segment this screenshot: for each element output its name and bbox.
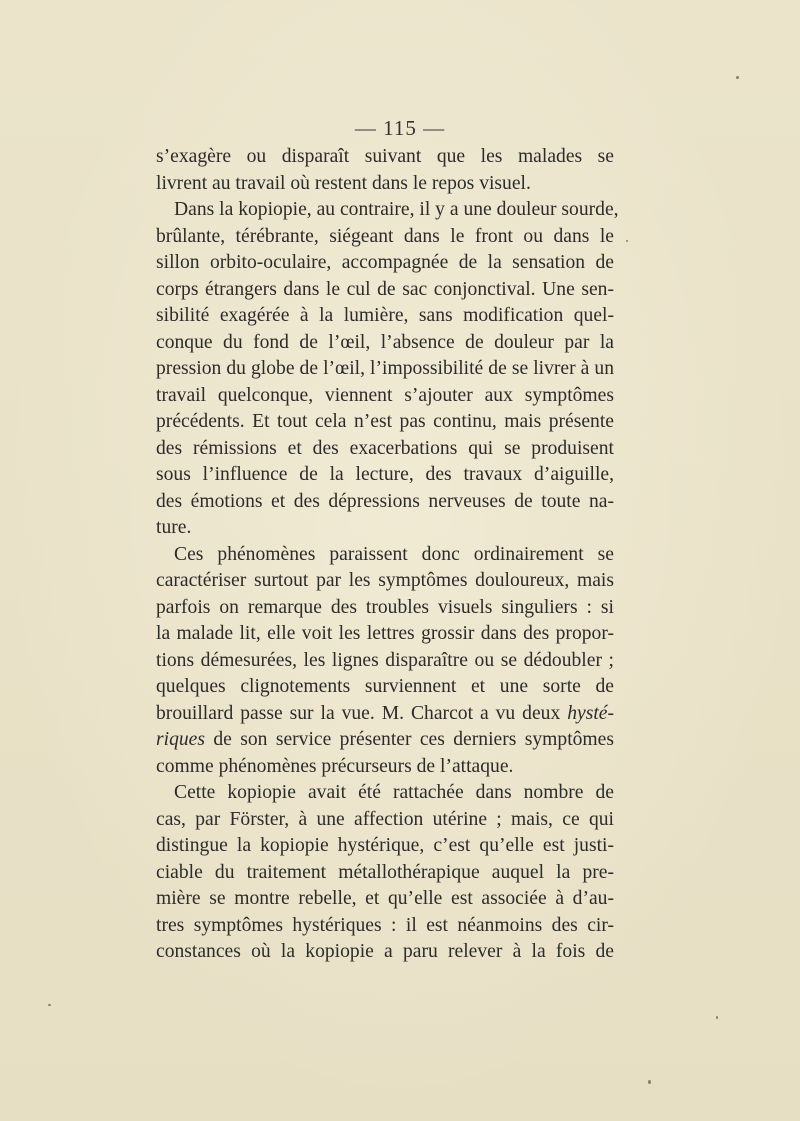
text-line: [156, 833, 614, 860]
text-line-content: caractériser surtout par les symptômes douloureux, mais: [156, 570, 614, 591]
text-line-content: comme phénomènes précurseurs de l’attaque.: [156, 755, 514, 777]
text-line-content: travail quelconque, viennent s’ajouter aux symptômes: [156, 384, 614, 406]
text-line-content: la malade lit, elle voit les lettres grossir dans des propor-: [156, 623, 614, 644]
italic-word: hysté-: [567, 702, 614, 724]
text-line-content: de son service présenter ces derniers symptômes: [204, 729, 614, 750]
paper-speck: [626, 240, 628, 242]
text-line-content: distingue la kopiopie hystérique, c’est qu’elle est justi-: [156, 835, 614, 856]
body-text: [156, 144, 619, 966]
text-line-content: mière se montre rebelle, et qu’elle est associée à d’au-: [156, 888, 614, 909]
text-line: [156, 515, 614, 542]
text-line: [156, 277, 614, 304]
text-line-content: livrent au travail où restent dans le repos visuel.: [156, 172, 531, 194]
text-line: [156, 621, 614, 648]
text-line-content: cas, par Förster, à une affection utérine ; mais, ce qui: [156, 808, 614, 830]
paper-speck: [48, 1004, 51, 1006]
paper-speck: [716, 1016, 718, 1019]
text-line-content: quelques clignotements surviennent et une sorte de: [156, 676, 614, 697]
text-line: [156, 939, 614, 966]
text-line-content: constances où la kopiopie a paru relever à la fois de: [156, 941, 614, 962]
text-line: [156, 303, 614, 330]
text-line-content: des rémissions et des exacerbations qui se produisent: [156, 437, 614, 459]
text-line-content: conque du fond de l’œil, l’absence de douleur par la: [156, 331, 614, 353]
text-line: [156, 595, 614, 622]
text-line-content: tions démesurées, les lignes disparaître ou se dédoubler ;: [156, 649, 614, 671]
text-line: [156, 383, 614, 410]
text-line-content: Ces phénomènes paraissent donc ordinairement se: [174, 543, 614, 565]
text-line-content: s’exagère ou disparaît suivant que les malades se: [156, 146, 614, 167]
text-line: [156, 648, 614, 675]
text-line: [156, 171, 614, 198]
text-line: [156, 568, 614, 595]
text-line: [156, 727, 614, 754]
page-number: — 115 —: [354, 116, 446, 140]
text-line-content: pression du globe de l’œil, l’impossibilité de se livrer à un: [156, 358, 614, 379]
text-line: [156, 462, 614, 489]
text-line-content: tres symptômes hystériques : il est néanmoins des cir-: [156, 914, 614, 936]
text-line-content: Cette kopiopie avait été rattachée dans nombre de: [174, 782, 614, 803]
paper-speck: [736, 76, 739, 79]
text-line: [156, 860, 614, 887]
text-line: [156, 224, 614, 251]
text-line-content: précédents. Et tout cela n’est pas continu, mais présente: [156, 411, 614, 432]
text-line: [156, 913, 614, 940]
text-line-content: ture.: [156, 517, 192, 538]
italic-word: riques: [156, 729, 205, 750]
text-line: [156, 436, 614, 463]
text-line: [156, 754, 614, 781]
text-line: [156, 542, 614, 569]
text-line-content: ciable du traitement métallothérapique auquel la pre-: [156, 861, 614, 883]
text-line: [156, 489, 614, 516]
text-line: [156, 780, 614, 807]
text-line: [156, 886, 614, 913]
text-line: [156, 250, 614, 277]
text-line-content: Dans la kopiopie, au contraire, il y a une douleur sourde,: [174, 199, 619, 220]
text-line: [156, 807, 614, 834]
text-line-content: sous l’influence de la lecture, des travaux d’aiguille,: [156, 464, 614, 485]
text-line-content: brouillard passe sur la vue. M. Charcot a vu deux: [156, 702, 568, 724]
text-line: [156, 356, 614, 383]
paper-speck: [648, 1080, 651, 1084]
text-line: [156, 144, 614, 171]
text-line-content: parfois on remarque des troubles visuels singuliers : si: [156, 596, 614, 618]
text-line: [156, 674, 614, 701]
text-line: [156, 197, 619, 224]
text-line: [156, 409, 614, 436]
text-line-content: brûlante, térébrante, siégeant dans le front ou dans le: [156, 225, 614, 247]
text-line-content: sillon orbito-oculaire, accompagnée de la sensation de: [156, 252, 614, 273]
text-line: [156, 701, 614, 728]
text-line-content: sibilité exagérée à la lumière, sans modification quel-: [156, 305, 614, 326]
text-line: [156, 330, 614, 357]
text-line-content: des émotions et des dépressions nerveuses de toute na-: [156, 490, 614, 512]
text-line-content: corps étrangers dans le cul de sac conjonctival. Une sen-: [156, 278, 614, 300]
